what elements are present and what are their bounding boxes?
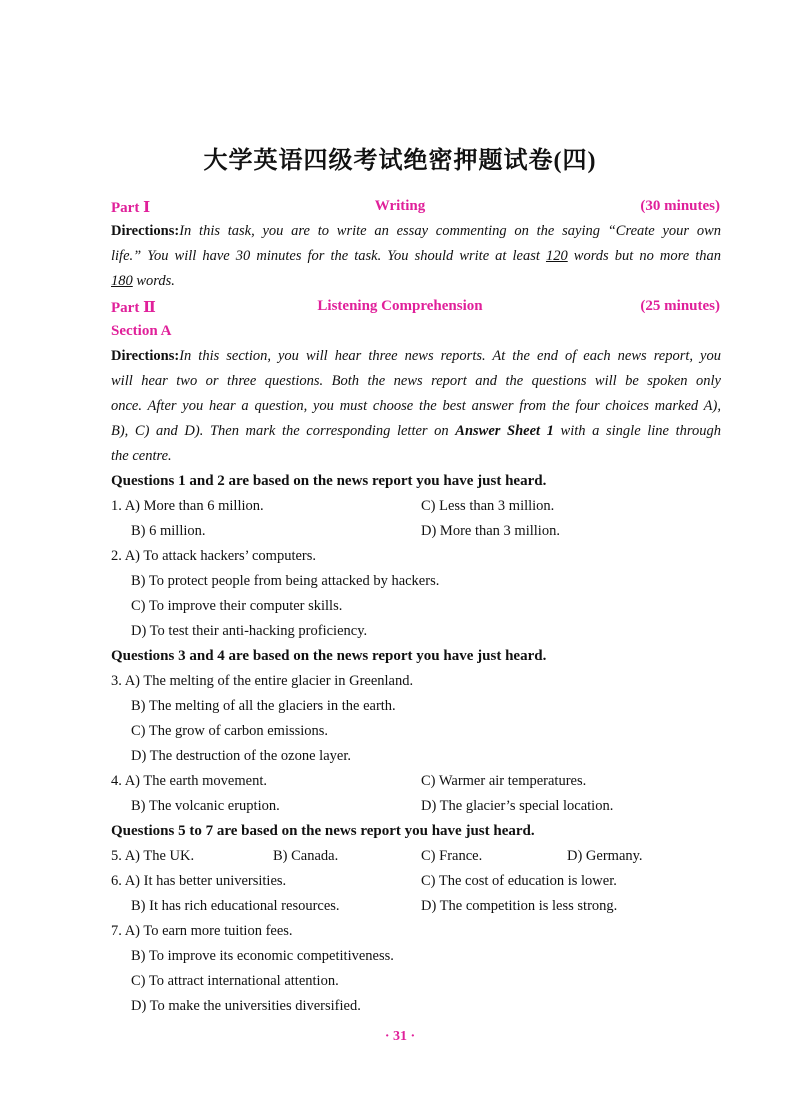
q4-option-b: B) The volcanic eruption. xyxy=(131,798,280,814)
part2-directions-line1: Directions:In this section, you will hear three news reports. At the end of each news report, you xyxy=(111,348,721,364)
part1-label: Part Ⅰ xyxy=(111,200,151,216)
part2-directions-line3: once. After you hear a question, you must choose the best answer from the four choices marked A), xyxy=(111,398,721,414)
q7-option-c: C) To attract international attention. xyxy=(131,973,339,989)
q1-option-b: B) 6 million. xyxy=(131,523,206,539)
q1-option-d: D) More than 3 million. xyxy=(421,523,560,539)
max-words: 180 xyxy=(111,273,133,289)
q6-option-d: D) The competition is less strong. xyxy=(421,898,618,914)
part1-directions-line2: life.” You will have 30 minutes for the task. You should write at least 120 words but no more than xyxy=(111,248,721,264)
q6-option-c: C) The cost of education is lower. xyxy=(421,873,617,889)
page-title: 大学英语四级考试绝密押题试卷(四) xyxy=(203,148,597,174)
group2-heading: Questions 3 and 4 are based on the news report you have just heard. xyxy=(111,648,547,664)
part2-directions-line5: the centre. xyxy=(111,448,172,464)
directions-label: Directions: xyxy=(111,348,180,364)
part2-directions-line2: will hear two or three questions. Both the news report and the questions will be spoken only xyxy=(111,373,721,389)
q7-option-a: 7. A) To earn more tuition fees. xyxy=(111,923,293,939)
q6-option-a: 6. A) It has better universities. xyxy=(111,873,287,889)
min-words: 120 xyxy=(545,248,568,264)
q6-option-b: B) It has rich educational resources. xyxy=(131,898,340,914)
part1-time: (30 minutes) xyxy=(640,198,720,214)
q7-option-d: D) To make the universities diversified. xyxy=(131,998,361,1014)
q4-option-a: 4. A) The earth movement. xyxy=(111,773,267,789)
group1-heading: Questions 1 and 2 are based on the news report you have just heard. xyxy=(111,473,547,489)
q3-option-d: D) The destruction of the ozone layer. xyxy=(131,748,351,764)
q3-option-b: B) The melting of all the glaciers in the earth. xyxy=(131,698,396,714)
q3-option-a: 3. A) The melting of the entire glacier in Greenland. xyxy=(111,673,414,689)
q1-option-a: 1. A) More than 6 million. xyxy=(111,498,264,514)
q1-option-c: C) Less than 3 million. xyxy=(421,498,555,514)
q5-option-d: D) Germany. xyxy=(567,848,643,864)
q7-option-b: B) To improve its economic competitiveness. xyxy=(131,948,394,964)
part2-label: Part Ⅱ xyxy=(111,300,156,316)
q2-option-a: 2. A) To attack hackers’ computers. xyxy=(111,548,317,564)
q4-option-c: C) Warmer air temperatures. xyxy=(421,773,587,789)
q4-option-d: D) The glacier’s special location. xyxy=(421,798,614,814)
directions-label: Directions: xyxy=(111,223,180,239)
part2-name: Listening Comprehension xyxy=(317,298,483,314)
page-number: · 31 · xyxy=(384,1029,416,1044)
q5-option-b: B) Canada. xyxy=(273,848,339,864)
q5-option-c: C) France. xyxy=(421,848,483,864)
part2-time: (25 minutes) xyxy=(640,298,720,314)
part1-name: Writing xyxy=(374,198,426,214)
q5-option-a: 5. A) The UK. xyxy=(111,848,195,864)
answer-sheet-ref: Answer Sheet 1 xyxy=(455,423,554,439)
q2-option-d: D) To test their anti-hacking proficiency. xyxy=(131,623,368,639)
q2-option-c: C) To improve their computer skills. xyxy=(131,598,343,614)
part1-directions-line1: Directions:In this task, you are to write an essay commenting on the saying “Create your own xyxy=(111,223,721,239)
section-a-heading: Section A xyxy=(111,323,172,339)
part1-directions-line3: 180 words. xyxy=(111,273,175,289)
q2-option-b: B) To protect people from being attacked by hackers. xyxy=(131,573,440,589)
part2-directions-line4: B), C) and D). Then mark the corresponding letter on Answer Sheet 1 with a single line through xyxy=(111,423,721,439)
q3-option-c: C) The grow of carbon emissions. xyxy=(131,723,329,739)
group3-heading: Questions 5 to 7 are based on the news report you have just heard. xyxy=(111,823,535,839)
